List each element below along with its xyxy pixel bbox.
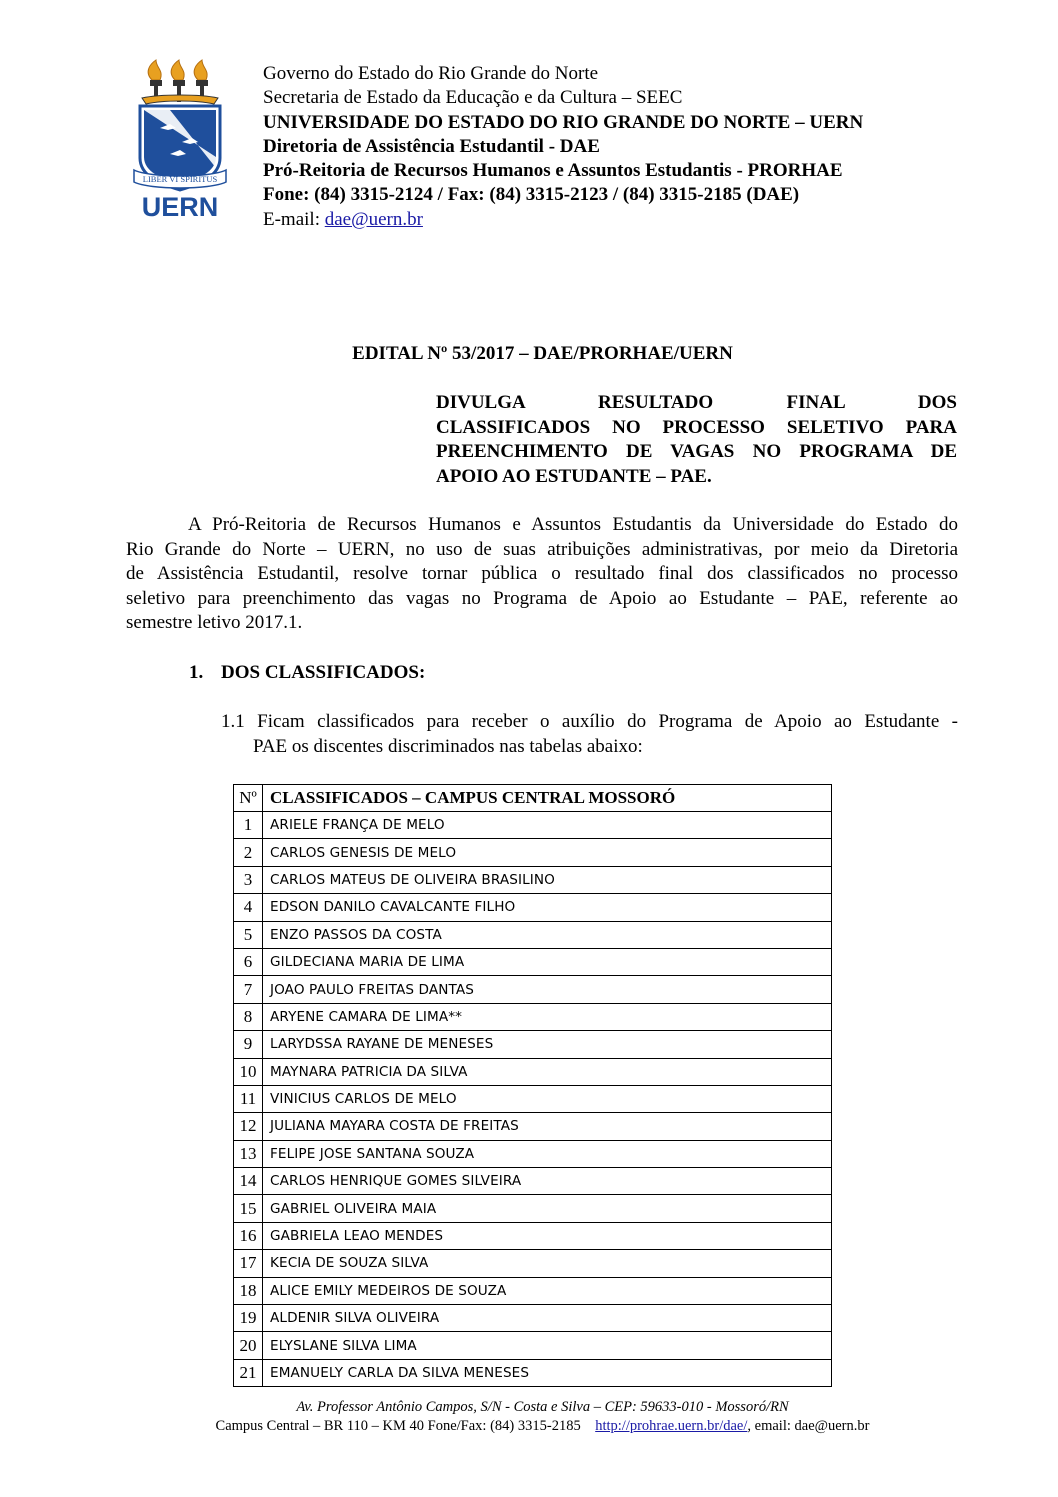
- edital-ementa: [436, 391, 957, 489]
- table-row: [234, 1222, 832, 1249]
- classified-table: [233, 784, 832, 1387]
- student-name: JULIANA MAYARA COSTA DE FREITAS: [263, 1113, 832, 1140]
- header-line-university: UNIVERSIDADE DO ESTADO DO RIO GRANDE DO NORTE – UERN: [263, 111, 864, 133]
- student-name: ALDENIR SILVA OLIVEIRA: [263, 1305, 832, 1332]
- table-body: [234, 812, 832, 1387]
- table-row: [234, 1085, 832, 1112]
- ementa-line: CLASSIFICADOS NO PROCESSO SELETIVO PARA: [436, 416, 957, 438]
- table-row: [234, 1332, 832, 1359]
- row-number: 18: [234, 1277, 263, 1304]
- footer-contact: [0, 1417, 1058, 1436]
- row-number: 9: [234, 1031, 263, 1058]
- uern-crest-icon: [130, 58, 230, 220]
- row-number: 5: [234, 921, 263, 948]
- header-line-secretaria: Secretaria de Estado da Educação e da Cultura – SEEC: [263, 87, 683, 109]
- row-number: 15: [234, 1195, 263, 1222]
- header-line-dae: Diretoria de Assistência Estudantil - DAE: [263, 135, 600, 157]
- student-name: VINICIUS CARLOS DE MELO: [263, 1085, 832, 1112]
- student-name: JOAO PAULO FREITAS DANTAS: [263, 976, 832, 1003]
- row-number: 16: [234, 1222, 263, 1249]
- row-number: 10: [234, 1058, 263, 1085]
- table-row: [234, 1168, 832, 1195]
- table-row: [234, 1113, 832, 1140]
- student-name: ARIELE FRANÇA DE MELO: [263, 812, 832, 839]
- student-name: CARLOS MATEUS DE OLIVEIRA BRASILINO: [263, 866, 832, 893]
- student-name: EMANUELY CARLA DA SILVA MENESES: [263, 1359, 832, 1386]
- email-link[interactable]: dae@uern.br: [324, 208, 423, 230]
- row-number: 7: [234, 976, 263, 1003]
- student-name: CARLOS HENRIQUE GOMES SILVEIRA: [263, 1168, 832, 1195]
- subsection-1-1: [221, 710, 958, 759]
- row-number: 12: [234, 1113, 263, 1140]
- row-number: 2: [234, 839, 263, 866]
- table-row: [234, 1031, 832, 1058]
- intro-paragraph: [126, 513, 958, 636]
- table-row: [234, 948, 832, 975]
- row-number: 21: [234, 1359, 263, 1386]
- column-header-name: CLASSIFICADOS – CAMPUS CENTRAL MOSSORÓ: [263, 785, 832, 812]
- student-name: KECIA DE SOUZA SILVA: [263, 1250, 832, 1277]
- row-number: 13: [234, 1140, 263, 1167]
- row-number: 1: [234, 812, 263, 839]
- student-name: FELIPE JOSE SANTANA SOUZA: [263, 1140, 832, 1167]
- header-line-email: [263, 208, 863, 232]
- footer-email: , email: dae@uern.br: [747, 1418, 870, 1434]
- footer-address: Av. Professor Antônio Campos, S/N - Costa e Silva – CEP: 59633-010 - Mossoró/RN: [296, 1399, 789, 1415]
- student-name: GILDECIANA MARIA DE LIMA: [263, 948, 832, 975]
- paragraph-line: Rio Grande do Norte – UERN, no uso de suas atribuições administrativas, por meio da Diretoria: [126, 538, 958, 560]
- table-row: [234, 866, 832, 893]
- row-number: 3: [234, 866, 263, 893]
- table-row: [234, 1058, 832, 1085]
- institution-header: [263, 62, 863, 232]
- paragraph-line: A Pró-Reitoria de Recursos Humanos e Assuntos Estudantis da Universidade do Estado do: [188, 514, 958, 535]
- row-number: 20: [234, 1332, 263, 1359]
- table-row: [234, 812, 832, 839]
- edital-title: EDITAL Nº 53/2017 – DAE/PRORHAE/UERN: [352, 343, 733, 364]
- student-name: ELYSLANE SILVA LIMA: [263, 1332, 832, 1359]
- student-name: GABRIELA LEAO MENDES: [263, 1222, 832, 1249]
- row-number: 4: [234, 894, 263, 921]
- student-name: ARYENE CAMARA DE LIMA**: [263, 1003, 832, 1030]
- email-label: E-mail:: [263, 208, 325, 230]
- table-row: [234, 921, 832, 948]
- row-number: 8: [234, 1003, 263, 1030]
- row-number: 11: [234, 1085, 263, 1112]
- table-row: [234, 894, 832, 921]
- section-number: 1.: [189, 662, 204, 683]
- table-row: [234, 1250, 832, 1277]
- ementa-line: APOIO AO ESTUDANTE – PAE.: [436, 465, 712, 487]
- subsection-line: PAE os discentes discriminados nas tabelas abaixo:: [253, 735, 643, 757]
- student-name: ALICE EMILY MEDEIROS DE SOUZA: [263, 1277, 832, 1304]
- torch-flames-icon: [142, 60, 218, 104]
- footer-campus: Campus Central – BR 110 – KM 40 Fone/Fax: (84) 3315-2185: [215, 1418, 581, 1434]
- row-number: 17: [234, 1250, 263, 1277]
- student-name: MAYNARA PATRICIA DA SILVA: [263, 1058, 832, 1085]
- student-name: LARYDSSA RAYANE DE MENESES: [263, 1031, 832, 1058]
- paragraph-line: semestre letivo 2017.1.: [126, 612, 303, 634]
- ementa-line: PREENCHIMENTO DE VAGAS NO PROGRAMA DE: [436, 441, 957, 462]
- footer-link[interactable]: http://prohrae.uern.br/dae/: [595, 1418, 748, 1434]
- student-name: CARLOS GENESIS DE MELO: [263, 839, 832, 866]
- table-row: [234, 1195, 832, 1222]
- table-header-row: [234, 785, 832, 812]
- header-line-phones: Fone: (84) 3315-2124 / Fax: (84) 3315-2123 / (84) 3315-2185 (DAE): [263, 184, 800, 206]
- student-name: EDSON DANILO CAVALCANTE FILHO: [263, 894, 832, 921]
- table-row: [234, 839, 832, 866]
- section-heading: [189, 662, 425, 684]
- table-row: [234, 1277, 832, 1304]
- student-name: GABRIEL OLIVEIRA MAIA: [263, 1195, 832, 1222]
- table-row: [234, 1359, 832, 1386]
- table-row: [234, 1003, 832, 1030]
- row-number: 6: [234, 948, 263, 975]
- uern-logo: [130, 58, 230, 220]
- paragraph-line: seletivo para preenchimento das vagas no Programa de Apoio ao Estudante – PAE, referente ao: [126, 587, 958, 609]
- logo-motto: LIBER VI SPIRITUS: [142, 174, 218, 184]
- table-row: [234, 976, 832, 1003]
- student-name: ENZO PASSOS DA COSTA: [263, 921, 832, 948]
- section-title: DOS CLASSIFICADOS:: [221, 662, 426, 683]
- page-footer: [0, 1398, 1058, 1436]
- header-line-government: Governo do Estado do Rio Grande do Norte: [263, 63, 599, 84]
- table-row: [234, 1140, 832, 1167]
- table-row: [234, 1305, 832, 1332]
- header-line-prorhae: Pró-Reitoria de Recursos Humanos e Assuntos Estudantis - PRORHAE: [263, 160, 843, 182]
- column-header-number: Nº: [234, 785, 263, 812]
- subsection-line: 1.1 Ficam classificados para receber o auxílio do Programa de Apoio ao Estudante -: [221, 711, 958, 732]
- paragraph-line: de Assistência Estudantil, resolve tornar pública o resultado final dos classificados no processo: [126, 563, 958, 585]
- row-number: 14: [234, 1168, 263, 1195]
- logo-text: UERN: [141, 192, 219, 220]
- row-number: 19: [234, 1305, 263, 1332]
- ementa-line: DIVULGA RESULTADO FINAL DOS: [436, 392, 957, 413]
